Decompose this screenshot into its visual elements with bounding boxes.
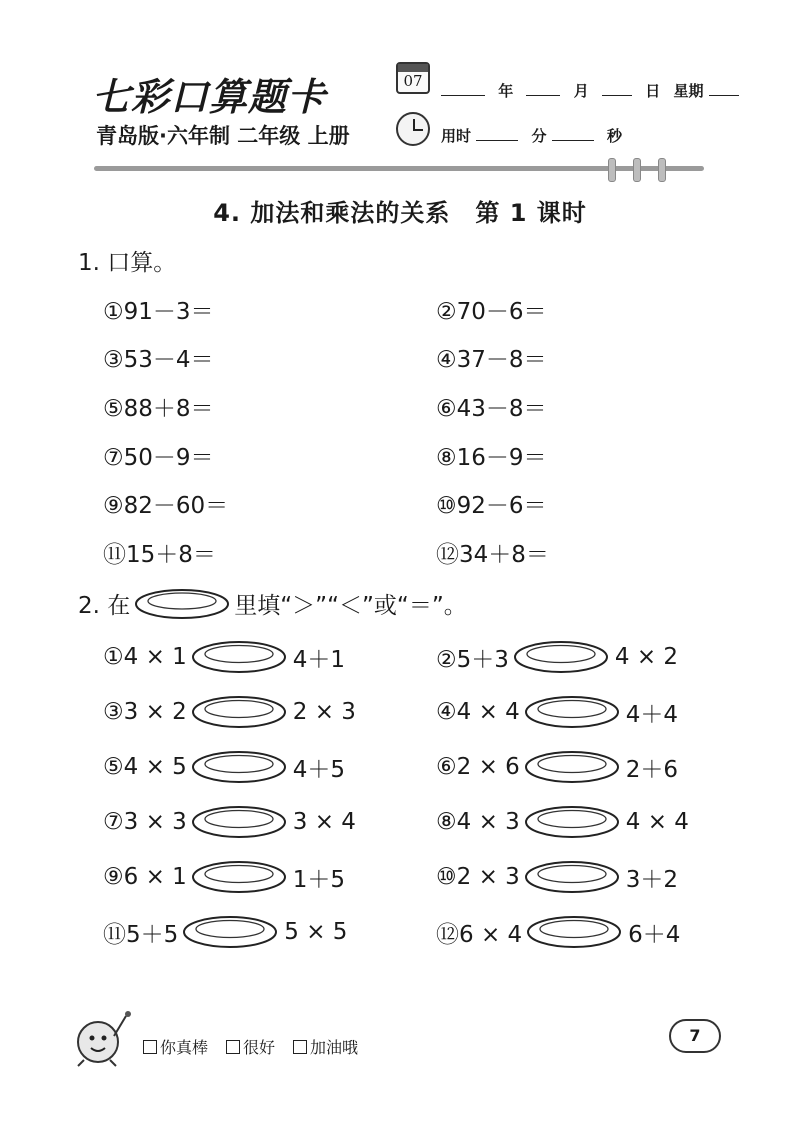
binder-clip-icon [658,158,666,182]
compare-left: ②5＋3 [436,646,509,673]
compare-left: ⑦3 × 3 [103,809,187,835]
section2-title-suffix: 里填“＞”“＜”或“＝”。 [234,593,467,619]
page-number: 7 [669,1019,721,1053]
compare-item [436,750,678,784]
answer-plate[interactable] [182,915,278,949]
checkbox-icon [293,1040,307,1054]
time-fields [441,125,622,146]
answer-plate[interactable] [524,805,620,839]
compare-item [436,640,678,674]
binder-clip-icon [608,158,616,182]
rating-label: 很好 [243,1038,276,1057]
answer-plate[interactable] [524,695,620,729]
minute-label: 分 [531,127,547,145]
month-label: 月 [573,82,589,100]
compare-right: 4＋5 [292,756,346,783]
answer-plate[interactable] [191,805,287,839]
compare-left: ①4 × 1 [103,644,187,670]
rating-option[interactable] [143,1035,208,1058]
compare-left: ⑧4 × 3 [436,809,520,835]
compare-right: 4＋4 [625,701,679,728]
compare-item [436,860,678,894]
compare-right: 3＋2 [625,866,679,893]
compare-item [436,695,678,729]
section2-title [78,587,467,620]
problem-item: ⑪15＋8＝ [103,542,216,568]
answer-plate[interactable] [191,860,287,894]
compare-right: 4 × 2 [614,644,679,670]
compare-item [103,860,345,894]
compare-left: ⑨6 × 1 [103,864,187,890]
compare-right: 4 × 4 [625,809,689,835]
problem-item: ⑥43－8＝ [436,396,547,422]
problem-item: ⑫34＋8＝ [436,542,549,568]
answer-plate[interactable] [191,640,287,674]
mascot-icon [70,1006,140,1068]
answer-plate[interactable] [524,860,620,894]
compare-left: ⑩2 × 3 [436,864,520,890]
clock-icon [396,112,430,146]
checkbox-icon [143,1040,157,1054]
binder-clip-icon [633,158,641,182]
calendar-icon [396,62,430,94]
section2-title-prefix: 2. 在 [78,593,131,619]
compare-item [103,695,356,729]
compare-left: ⑤4 × 5 [103,754,187,780]
rating-options [143,1035,358,1058]
section1-title: 1. 口算。 [78,250,177,276]
second-label: 秒 [606,127,622,145]
brand-title: 七彩口算题卡 [92,74,327,119]
compare-item [103,640,345,674]
plate-icon [134,588,230,620]
rating-label: 加油哦 [310,1038,359,1057]
weekday-label: 星期 [673,82,704,100]
compare-left: ③3 × 2 [103,699,187,725]
compare-right: 2＋6 [625,756,679,783]
answer-plate[interactable] [191,750,287,784]
compare-item [103,915,347,949]
compare-left: ⑥2 × 6 [436,754,520,780]
compare-item [436,915,680,949]
problem-item: ⑤88＋8＝ [103,396,214,422]
compare-item [103,750,345,784]
problem-item: ⑦50－9＝ [103,445,214,471]
compare-left: ⑪5＋5 [103,921,179,948]
compare-item [103,805,356,839]
checkbox-icon [226,1040,240,1054]
compare-item [436,805,689,839]
problem-item: ②70－6＝ [436,299,547,325]
problem-item: ⑧16－9＝ [436,445,547,471]
problem-item: ①91－3＝ [103,299,214,325]
compare-right: 1＋5 [292,866,346,893]
time-label: 用时 [441,127,472,145]
answer-plate[interactable] [524,750,620,784]
edition-label: 青岛版·六年制 二年级 上册 [96,124,350,148]
problem-item: ⑩92－6＝ [436,493,547,519]
year-label: 年 [498,82,514,100]
compare-right: 5 × 5 [284,919,348,945]
rating-option[interactable] [293,1035,358,1058]
compare-left: ④4 × 4 [436,699,520,725]
rating-option[interactable] [226,1035,275,1058]
compare-right: 3 × 4 [292,809,356,835]
compare-right: 6＋4 [628,921,681,948]
compare-right: 4＋1 [292,646,346,673]
calendar-day: 07 [403,72,423,90]
problem-item: ⑨82－60＝ [103,493,229,519]
compare-left: ⑫6 × 4 [436,921,523,948]
answer-plate[interactable] [526,915,622,949]
date-fields [441,80,739,101]
day-label: 日 [645,82,661,100]
answer-plate[interactable] [191,695,287,729]
answer-plate[interactable] [513,640,609,674]
problem-item: ④37－8＝ [436,347,547,373]
problem-item: ③53－4＝ [103,347,214,373]
rating-label: 你真棒 [160,1038,209,1057]
compare-right: 2 × 3 [292,699,356,725]
lesson-title: 4. 加法和乘法的关系 第 1 课时 [213,199,587,227]
